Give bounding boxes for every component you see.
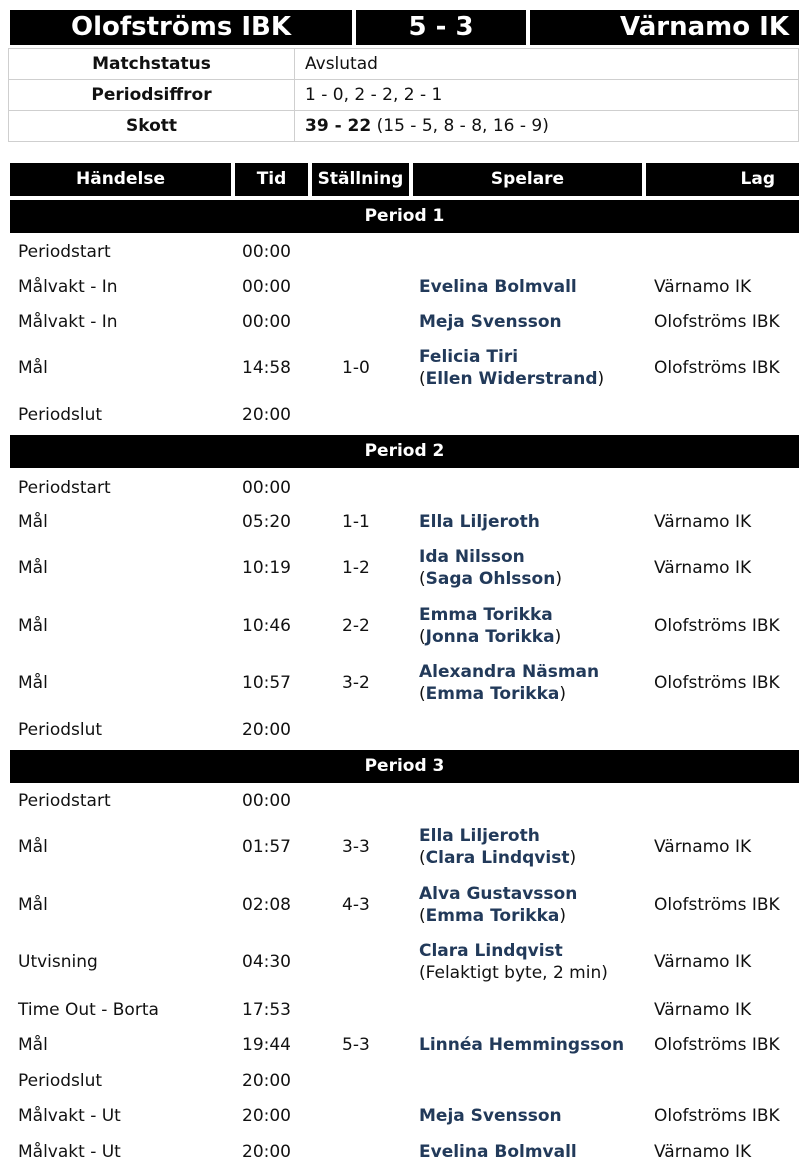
event-type: Periodslut bbox=[18, 1071, 103, 1091]
event-type: Mål bbox=[18, 837, 48, 857]
event-team: Värnamo IK bbox=[654, 1000, 752, 1020]
event-score: 3-2 bbox=[342, 673, 370, 693]
event-type: Mål bbox=[18, 1035, 48, 1055]
event-team: Olofströms IBK bbox=[654, 312, 780, 332]
assist-open-paren: ( bbox=[419, 684, 426, 704]
event-team: Olofströms IBK bbox=[654, 616, 780, 636]
period-header: Period 2 bbox=[10, 435, 799, 468]
assist-player-link[interactable]: Clara Lindqvist bbox=[425, 848, 570, 868]
event-score: 1-0 bbox=[342, 358, 370, 378]
event-player-cell bbox=[419, 883, 577, 927]
assist-player-link[interactable]: Jonna Torikka bbox=[425, 627, 555, 647]
event-team: Värnamo IK bbox=[654, 952, 752, 972]
assist-open-paren: ( bbox=[419, 848, 426, 868]
match-status-row bbox=[9, 49, 799, 80]
event-type: Mål bbox=[18, 616, 48, 636]
col-header-team: Lag bbox=[646, 163, 799, 196]
assist-close-paren: ) bbox=[554, 627, 562, 647]
event-time: 00:00 bbox=[242, 242, 291, 262]
assist-close-paren: ) bbox=[559, 906, 567, 926]
event-type: Mål bbox=[18, 512, 48, 532]
event-player-cell bbox=[419, 940, 608, 984]
event-type: Mål bbox=[18, 358, 48, 378]
shots-total: 39 - 22 bbox=[305, 116, 372, 136]
event-team: Värnamo IK bbox=[654, 837, 752, 857]
event-team: Olofströms IBK bbox=[654, 895, 780, 915]
event-score: 2-2 bbox=[342, 616, 370, 636]
event-type: Målvakt - Ut bbox=[18, 1106, 121, 1126]
event-player-cell bbox=[419, 604, 561, 648]
event-player-cell bbox=[419, 346, 604, 390]
event-player-cell bbox=[419, 511, 540, 533]
player-link[interactable]: Emma Torikka bbox=[419, 605, 553, 625]
event-time: 05:20 bbox=[242, 512, 291, 532]
final-score: 5 - 3 bbox=[356, 10, 526, 45]
event-type: Periodslut bbox=[18, 720, 103, 740]
event-type: Periodstart bbox=[18, 242, 111, 262]
event-type: Målvakt - In bbox=[18, 312, 118, 332]
match-status-label: Matchstatus bbox=[9, 49, 295, 80]
assist-close-paren: ) bbox=[555, 569, 562, 589]
assist-open-paren: ( bbox=[419, 906, 426, 926]
assist-close-paren: ) bbox=[559, 684, 567, 704]
event-type: Målvakt - In bbox=[18, 277, 118, 297]
event-team: Värnamo IK bbox=[654, 1142, 752, 1162]
event-type: Mål bbox=[18, 558, 48, 578]
period-scores-row bbox=[9, 80, 799, 111]
col-header-score: Ställning bbox=[312, 163, 409, 196]
period-scores-value: 1 - 0, 2 - 2, 2 - 1 bbox=[295, 80, 799, 111]
event-time: 10:57 bbox=[242, 673, 291, 693]
player-link[interactable]: Evelina Bolmvall bbox=[419, 277, 577, 297]
event-type: Mål bbox=[18, 673, 48, 693]
event-score: 3-3 bbox=[342, 837, 370, 857]
player-link[interactable]: Felicia Tiri bbox=[419, 347, 519, 367]
event-team: Värnamo IK bbox=[654, 558, 752, 578]
player-link[interactable]: Clara Lindqvist bbox=[419, 941, 563, 961]
event-type: Periodstart bbox=[18, 791, 111, 811]
event-type: Mål bbox=[18, 895, 48, 915]
event-player-cell bbox=[419, 825, 576, 869]
event-time: 19:44 bbox=[242, 1035, 291, 1055]
event-player-cell bbox=[419, 546, 562, 590]
assist-player-link[interactable]: Emma Torikka bbox=[425, 684, 560, 704]
event-time: 00:00 bbox=[242, 277, 291, 297]
col-header-event: Händelse bbox=[10, 163, 231, 196]
event-team: Olofströms IBK bbox=[654, 1035, 780, 1055]
event-time: 10:46 bbox=[242, 616, 291, 636]
event-time: 14:58 bbox=[242, 358, 291, 378]
event-team: Olofströms IBK bbox=[654, 358, 780, 378]
period-header: Period 3 bbox=[10, 750, 799, 783]
event-player-cell bbox=[419, 1034, 624, 1056]
assist-open-paren: ( bbox=[419, 369, 426, 389]
event-score: 5-3 bbox=[342, 1035, 370, 1055]
event-player-cell bbox=[419, 661, 599, 705]
period-header: Period 1 bbox=[10, 200, 799, 233]
player-link[interactable]: Alexandra Näsman bbox=[419, 662, 600, 682]
event-time: 20:00 bbox=[242, 1106, 291, 1126]
away-team-name: Värnamo IK bbox=[530, 10, 799, 45]
penalty-note: (Felaktigt byte, 2 min) bbox=[419, 963, 608, 983]
event-team: Värnamo IK bbox=[654, 512, 752, 532]
event-type: Time Out - Borta bbox=[18, 1000, 159, 1020]
match-status-value: Avslutad bbox=[295, 49, 799, 80]
event-score: 4-3 bbox=[342, 895, 370, 915]
player-link[interactable]: Meja Svensson bbox=[419, 1106, 562, 1126]
event-time: 04:30 bbox=[242, 952, 291, 972]
event-time: 00:00 bbox=[242, 478, 291, 498]
event-time: 00:00 bbox=[242, 791, 291, 811]
event-score: 1-1 bbox=[342, 512, 370, 532]
player-link[interactable]: Alva Gustavsson bbox=[419, 884, 578, 904]
match-info-table bbox=[8, 48, 799, 142]
event-player-cell bbox=[419, 311, 562, 333]
event-team: Värnamo IK bbox=[654, 277, 752, 297]
period-scores-label: Periodsiffror bbox=[9, 80, 295, 111]
col-header-player: Spelare bbox=[413, 163, 642, 196]
player-link[interactable]: Ella Liljeroth bbox=[419, 826, 540, 846]
event-time: 10:19 bbox=[242, 558, 291, 578]
event-player-cell bbox=[419, 276, 577, 298]
event-time: 20:00 bbox=[242, 1142, 291, 1162]
event-type: Utvisning bbox=[18, 952, 98, 972]
event-type: Målvakt - Ut bbox=[18, 1142, 121, 1162]
home-team-name: Olofströms IBK bbox=[10, 10, 352, 45]
event-time: 20:00 bbox=[242, 1071, 291, 1091]
player-link[interactable]: Meja Svensson bbox=[419, 312, 562, 332]
assist-close-paren: ) bbox=[597, 369, 605, 389]
event-player-cell bbox=[419, 1105, 562, 1127]
event-type: Periodstart bbox=[18, 478, 111, 498]
scoreboard bbox=[10, 10, 799, 45]
player-link[interactable]: Ida Nilsson bbox=[419, 547, 525, 567]
assist-player-link[interactable]: Emma Torikka bbox=[425, 906, 560, 926]
player-link[interactable]: Ella Liljeroth bbox=[419, 512, 540, 532]
event-time: 00:00 bbox=[242, 312, 291, 332]
player-link[interactable]: Evelina Bolmvall bbox=[419, 1142, 577, 1162]
assist-player-link[interactable]: Ellen Widerstrand bbox=[425, 369, 598, 389]
event-team: Olofströms IBK bbox=[654, 673, 780, 693]
event-time: 17:53 bbox=[242, 1000, 291, 1020]
shots-by-period: (15 - 5, 8 - 8, 16 - 9) bbox=[371, 116, 549, 136]
assist-player-link[interactable]: Saga Ohlsson bbox=[425, 569, 556, 589]
player-link[interactable]: Linnéa Hemmingsson bbox=[419, 1035, 625, 1055]
shots-row bbox=[9, 111, 799, 142]
col-header-time: Tid bbox=[235, 163, 308, 196]
event-team: Olofströms IBK bbox=[654, 1106, 780, 1126]
event-type: Periodslut bbox=[18, 405, 103, 425]
event-time: 20:00 bbox=[242, 720, 291, 740]
assist-open-paren: ( bbox=[419, 627, 426, 647]
shots-label: Skott bbox=[9, 111, 295, 142]
event-time: 20:00 bbox=[242, 405, 291, 425]
event-player-cell bbox=[419, 1141, 577, 1163]
shots-value bbox=[295, 111, 799, 142]
assist-close-paren: ) bbox=[569, 848, 577, 868]
events-header bbox=[10, 163, 799, 196]
event-time: 01:57 bbox=[242, 837, 291, 857]
event-score: 1-2 bbox=[342, 558, 370, 578]
event-time: 02:08 bbox=[242, 895, 291, 915]
assist-open-paren: ( bbox=[419, 569, 426, 589]
